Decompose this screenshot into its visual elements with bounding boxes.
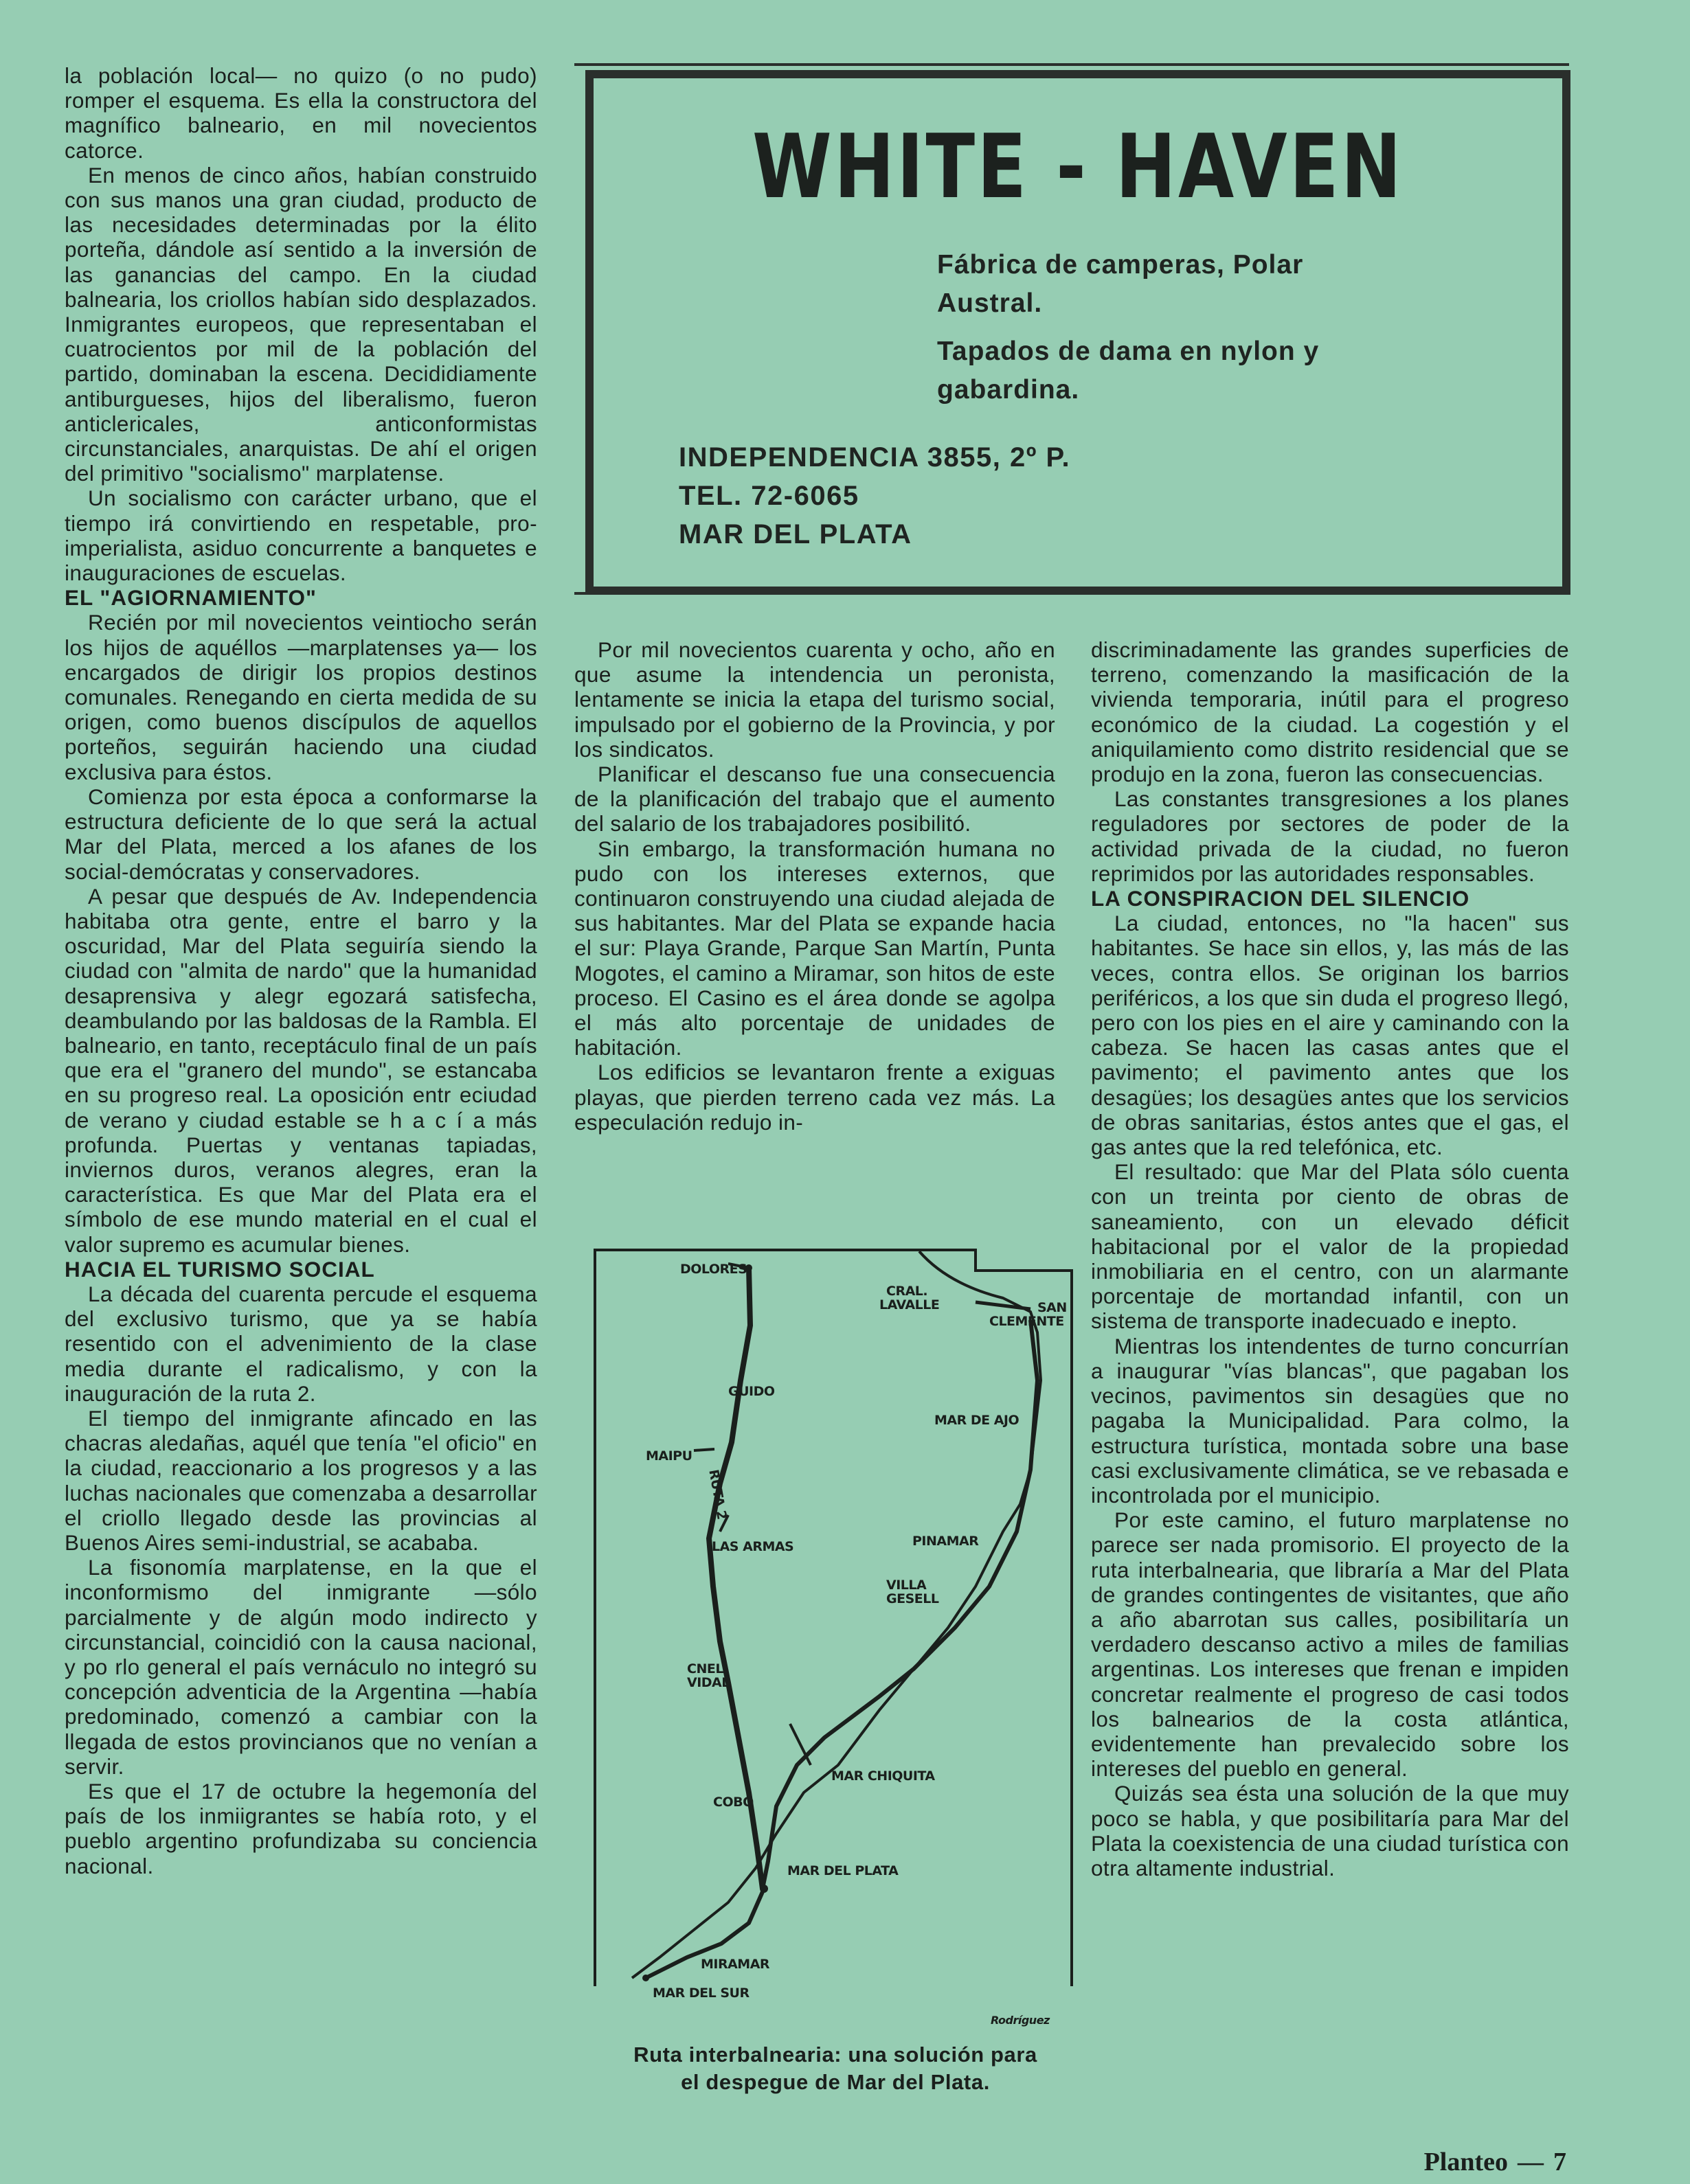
map-label-clemente: CLEMENTE [989, 1314, 1064, 1329]
map-label-cobo: COBO [713, 1795, 754, 1810]
route-map [591, 1243, 1080, 2033]
map-label-pinamar: PINAMAR [912, 1534, 979, 1549]
paragraph: Por mil novecientos cuarenta y ocho, año en que asume la intendencia un peronista, lentamente se inicia la etapa del turismo social, impulsado por el gobierno de la Provincia, y por los sindicatos. [574, 637, 1055, 762]
paragraph: Planificar el descanso fue una consecuencia de la planificación del trabajo que el aumento del salario de los trabajadores posibilitó. [574, 762, 1055, 837]
ad-frame-line [574, 63, 1569, 66]
map-label-dolores: DOLORES [680, 1262, 747, 1277]
paragraph: Comienza por esta época a conformarse la estructura deficiente de lo que será la actual Mar del Plata, merced a los afanes de los social-demócratas y conservadores. [65, 784, 537, 884]
article-column-2 [574, 637, 1055, 1135]
paragraph: la población local— no quizo (o no pudo) romper el esquema. Es ella la constructora del magnífico balneario, en mil novecientos catorce. [65, 63, 537, 163]
article-column-3 [1091, 637, 1569, 1880]
town-marker [760, 1885, 768, 1893]
map-caption-line: el despegue de Mar del Plata. [681, 2070, 990, 2094]
map-label-vidal: VIDAL [687, 1675, 730, 1690]
road-branch [694, 1449, 714, 1451]
road-branch [976, 1302, 1030, 1309]
paragraph: La década del cuarenta percude el esquema del exclusivo turismo, que ya se había resentido con el advenimiento de la clase media durante el radicalismo, y con la inauguración de la ruta 2. [65, 1281, 537, 1406]
map-label-las-armas: LAS ARMAS [712, 1539, 794, 1554]
map-caption [580, 2041, 1091, 2096]
paragraph: En menos de cinco años, habían construido con sus manos una gran ciudad, producto de las necesidades determinadas por la élito porteña, dándole así sentido a la inversión de las ganancias del campo. En la ciudad balnearia, los criollos habían sido desplazados. Inmigrantes europeos, que representaban el cuatrocientos por mil de la población del partido, dominaban la escena. Decididiamente antiburgueses, hijos del liberalismo, fueron anticlericales, anticonformistas circunstanciales, anarquistas. De ahí el origen del primitivo "socialismo" marplatense. [65, 162, 537, 486]
ad-phone: TEL. 72-6065 [679, 481, 859, 511]
map-label-mar-del-plata: MAR DEL PLATA [787, 1863, 899, 1878]
map-caption-line: Ruta interbalnearia: una solución para [633, 2043, 1037, 2067]
map-drawing [591, 1243, 1080, 2033]
paragraph: El tiempo del inmigrante afincado en las chacras aledañas, aquél que tenía "el oficio" en la ciudad, reaccionario a los progresos y a las luchas nacionales que comenzaba a desarrollar el criollo llegado desde las provincias al Buenos Aires semi-industrial, se acababa. [65, 1405, 537, 1555]
ad-address: INDEPENDENCIA 3855, 2º P. [679, 442, 1071, 473]
ad-title: WHITE - HAVEN [752, 116, 1404, 218]
map-label-miramar: MIRAMAR [701, 1957, 770, 1972]
paragraph: La ciudad, entonces, no "la hacen" sus habitantes. Se hace sin ellos, y, las más de las veces, contra ellos. Se originan los barrios periféricos, a los que sin duda el progreso llegó, pero con los pies en el aire y caminando con la cabeza. Se hacen las casas antes que el pavimento; el pavimento antes que los desagües; los desagües antes que los servicios de obras sanitarias, éstos antes que el gas, el gas antes que la red telefónica, etc. [1091, 911, 1569, 1160]
page-footer [1424, 2147, 1566, 2177]
map-label-mar-de-ajo: MAR DE AJO [934, 1413, 1019, 1428]
paragraph: Sin embargo, la transformación humana no pudo con los intereses externos, que continuaron construyendo una ciudad alejada de sus habitantes. Mar del Plata se expande hacia el sur: Playa Grande, Parque San Martín, Punta Mogotes, el camino a Miramar, son hitos de este proceso. El Casino es el área donde se agolpa el más alto porcentaje de unidades de habitación. [574, 836, 1055, 1060]
paragraph: El resultado: que Mar del Plata sólo cuenta con un treinta por ciento de obras de saneamiento, con un elevado déficit habitacional por el valor de la propiedad inmobiliaria en el centro, con un alarmante porcentaje de mortandad infantil, con un sistema de transporte inadecuado e inepto. [1091, 1159, 1569, 1334]
map-signature: Rodríguez [991, 2014, 1050, 2027]
section-heading: EL "AGIORNAMIENTO" [65, 585, 317, 611]
section-heading: HACIA EL TURISMO SOCIAL [65, 1256, 375, 1282]
paragraph: Los edificios se levantaron frente a exiguas playas, que pierden terreno cada vez más. La especulación redujo in- [574, 1060, 1055, 1135]
article-column-1 [65, 63, 537, 1878]
paragraph: Es que el 17 de octubre la hegemonía del país de los inmiigrantes se había roto, y el pueblo argentino profundizaba su conciencia nacional. [65, 1779, 537, 1878]
page-number: 7 [1553, 2148, 1566, 2176]
map-label-cnel: CNEL. [687, 1661, 728, 1676]
map-label-gesell: GESELL [886, 1591, 939, 1606]
section-heading: LA CONSPIRACION DEL SILENCIO [1091, 886, 1470, 911]
advertisement-box [585, 70, 1570, 595]
map-label-cral: CRAL. [886, 1284, 928, 1299]
paragraph: Mientras los intendentes de turno concurrían a inaugurar "vías blancas", que pagaban los vecinos, pavimentos sin desagües que no pagaba la Municipalidad. Para colmo, la estructura turística, montada sobre una base casi exclusivamente climática, se ve rebasada e incontrolada por el municipio. [1091, 1333, 1569, 1508]
paragraph: Recién por mil novecientos veintiocho serán los hijos de aquéllos —marplatenses ya— los encargados de dirigir los propios destinos comunales. Renegando en cierta medida de su origen, como buenos discípulos de aquellos porteños, seguirán haciendo una ciudad exclusiva para éstos. [65, 610, 537, 784]
paragraph: A pesar que después de Av. Independencia habitaba otra gente, entre el barro y la oscuridad, Mar del Plata seguiría siendo la ciudad con "almita de nardo" que la humanidad desaprensiva y alegr egozará satisfecha, deambulando por las baldosas de la Rambla. El balneario, en tanto, receptáculo final de un país que era el "granero del mundo", se estancaba en su progreso real. La oposición entr eciudad de verano y ciudad estable se h a c í a más profunda. Puertas y ventanas tapiadas, inviernos duros, veranos alegres, eran la característica. Es que Mar del Plata era el símbolo de ese mundo material en el cual el valor supremo es acumular bienes. [65, 883, 537, 1257]
paragraph: Quizás sea ésta una solución de la que muy poco se habla, y que posibilitaría para Mar del Plata la coexistencia de una ciudad turística con otra altamente industrial. [1091, 1781, 1569, 1880]
map-label-san: SAN [1037, 1300, 1067, 1315]
map-label-ruta: RUTA 2 [706, 1468, 730, 1521]
ad-description-line: Fábrica de camperas, Polar [937, 250, 1304, 280]
map-label-mar-del-sur: MAR DEL SUR [653, 1986, 750, 2001]
paragraph: Por este camino, el futuro marplatense no parece ser nada promisorio. El proyecto de la ruta interbalnearia, que libraría a Mar del Plata de grandes contingentes de visitantes, que año a año abarrotan sus calles, posibilitaría un verdadero descanso activo a miles de familias argentinas. Los intereses que frenan e impiden concretar realmente el progreso de casi todos los balnearios de la costa atlántica, evidentemente han prevalecido sobre los intereses del pueblo en general. [1091, 1508, 1569, 1782]
paragraph: Un socialismo con carácter urbano, que el tiempo irá convirtiendo en respetable, pro-imperialista, asiduo concurrente a banquetes e inauguraciones de escuelas. [65, 486, 537, 586]
ad-description-line: gabardina. [937, 375, 1080, 405]
map-label-mar-chiquita: MAR CHIQUITA [831, 1768, 935, 1784]
map-label-lavalle: LAVALLE [879, 1297, 940, 1312]
paragraph: La fisonomía marplatense, en la que el inconformismo del inmigrante —sólo parcialmente y de algún modo indirecto y circunstancial, coincidió con la causa nacional, y po rlo general el país vernáculo no integró su concepción adventicia de la Argentina —había predominado, comenzó a cambiar con la llegada de estos provincianos que no venían a servir. [65, 1555, 537, 1779]
map-label-villa: VILLA [886, 1578, 927, 1593]
map-label-guido: GUIDO [728, 1384, 775, 1399]
map-label-maipu: MAIPU [646, 1448, 692, 1464]
ad-description-line: Austral. [937, 288, 1043, 318]
town-marker [642, 1975, 649, 1981]
footer-separator: — [1518, 2148, 1544, 2176]
ad-description-line: Tapados de dama en nylon y [937, 337, 1320, 366]
ad-city: MAR DEL PLATA [679, 519, 912, 549]
paragraph: discriminadamente las grandes superficies de terreno, comenzando la masificación de la vivienda temporaria, inútil para el progreso económico de la ciudad. La cogestión y el aniquilamiento como distrito residencial que se produjo en la zona, fueron las consecuencias. [1091, 637, 1569, 787]
paragraph: Las constantes transgresiones a los planes reguladores por sectores de poder de la actividad privada de la ciudad, no fueron reprimidos por las autoridades responsables. [1091, 786, 1569, 886]
magazine-name: Planteo [1423, 2148, 1508, 2176]
